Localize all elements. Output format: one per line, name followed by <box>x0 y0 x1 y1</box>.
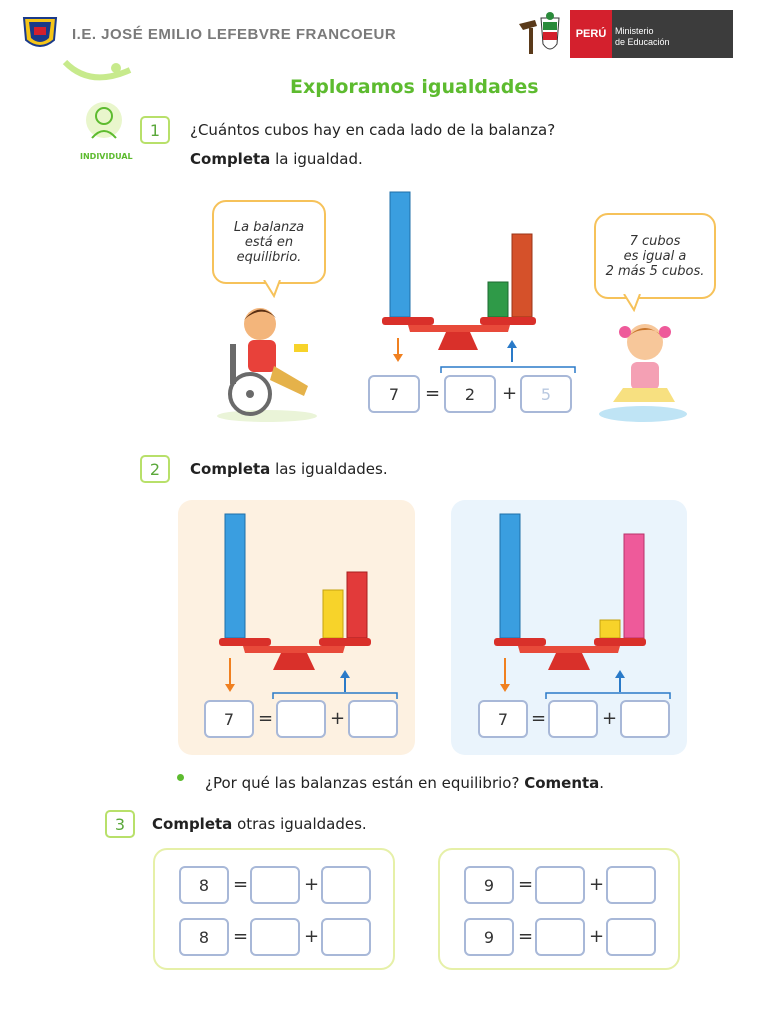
equals-sign: = <box>233 926 249 947</box>
activity-3-instruction: Completa otras igualdades. <box>152 815 367 833</box>
individual-label: INDIVIDUAL <box>80 152 133 161</box>
activity-1-instruction: Completa la igualdad. <box>190 150 363 168</box>
balance-scale-3 <box>490 512 660 697</box>
equals-sign: = <box>233 874 249 895</box>
equation-3a2-addend-b-input[interactable] <box>321 918 371 956</box>
activity-2-number: 2 <box>140 455 170 483</box>
equation-2a-addend-a-input[interactable] <box>276 700 326 738</box>
equation-2b-addend-b-input[interactable] <box>620 700 670 738</box>
activity-3-number: 3 <box>105 810 135 838</box>
activity-1-question: ¿Cuántos cubos hay en cada lado de la balanza? <box>190 121 556 139</box>
individual-student-icon <box>84 100 124 150</box>
yellow-cube-stack <box>323 590 343 638</box>
blue-cube-stack <box>500 514 520 638</box>
school-name: I.E. JOSÉ EMILIO LEFEBVRE FRANCOEUR <box>72 26 397 43</box>
activity-2-instruction: Completa las igualdades. <box>190 460 388 478</box>
equation-1-addend-b: 5 <box>520 375 572 413</box>
equation-3a2-addend-a-input[interactable] <box>250 918 300 956</box>
plus-sign: + <box>330 708 346 729</box>
equals-sign: = <box>258 708 274 729</box>
orange-cube-stack <box>512 234 532 317</box>
equals-sign: = <box>531 708 547 729</box>
speech-bubble-girl: 7 cubos es igual a 2 más 5 cubos. <box>594 213 716 299</box>
girl-sitting-illustration <box>595 318 695 422</box>
equation-3b1-left-box: 9 <box>464 866 514 904</box>
equation-3a2-left-box: 8 <box>179 918 229 956</box>
plus-sign: + <box>502 383 518 404</box>
bracket-line <box>272 692 398 700</box>
page-title: Exploramos igualdades <box>290 76 539 98</box>
equals-sign: = <box>518 874 534 895</box>
discussion-question: ¿Por qué las balanzas están en equilibrio? Comenta. <box>205 774 605 792</box>
bracket-line <box>545 692 671 700</box>
blue-cube-stack <box>225 514 245 638</box>
equation-3a1-addend-b-input[interactable] <box>321 866 371 904</box>
yellow-cube-stack <box>600 620 620 638</box>
equation-3a1-left-box: 8 <box>179 866 229 904</box>
equation-3b2-left-box: 9 <box>464 918 514 956</box>
plus-sign: + <box>589 926 605 947</box>
blue-cube-stack <box>390 192 410 317</box>
pink-cube-stack <box>624 534 644 638</box>
plus-sign: + <box>304 874 320 895</box>
peru-coat-of-arms-icon <box>515 10 570 58</box>
equation-2b-addend-a-input[interactable] <box>548 700 598 738</box>
bubble-tail <box>262 280 286 298</box>
decorative-arc <box>60 60 140 90</box>
plus-sign: + <box>304 926 320 947</box>
bracket-line <box>440 366 576 374</box>
red-cube-stack <box>347 572 367 638</box>
boy-wheelchair-illustration <box>212 300 322 422</box>
plus-sign: + <box>589 874 605 895</box>
school-crest-logo <box>20 12 60 52</box>
plus-sign: + <box>602 708 618 729</box>
equation-2a-addend-b-input[interactable] <box>348 700 398 738</box>
equation-3a1-addend-a-input[interactable] <box>250 866 300 904</box>
activity-1-number: 1 <box>140 116 170 144</box>
peru-label: PERÚ <box>570 10 612 58</box>
equation-1-left-box: 7 <box>368 375 420 413</box>
equation-2b-left-box: 7 <box>478 700 528 738</box>
equation-1-addend-a: 2 <box>444 375 496 413</box>
equals-sign: = <box>425 383 441 404</box>
bullet-icon <box>177 774 184 781</box>
balance-scale-1 <box>380 190 560 365</box>
equation-2a-left-box: 7 <box>204 700 254 738</box>
equation-3b1-addend-a-input[interactable] <box>535 866 585 904</box>
equation-3b2-addend-b-input[interactable] <box>606 918 656 956</box>
ministry-label: Ministerio de Educación <box>612 10 733 58</box>
speech-bubble-boy: La balanza está en equilibrio. <box>212 200 326 284</box>
equation-3b1-addend-b-input[interactable] <box>606 866 656 904</box>
balance-scale-2 <box>215 512 385 697</box>
equals-sign: = <box>518 926 534 947</box>
green-cube-stack <box>488 282 508 317</box>
equation-3b2-addend-a-input[interactable] <box>535 918 585 956</box>
bubble-tail <box>622 294 646 312</box>
